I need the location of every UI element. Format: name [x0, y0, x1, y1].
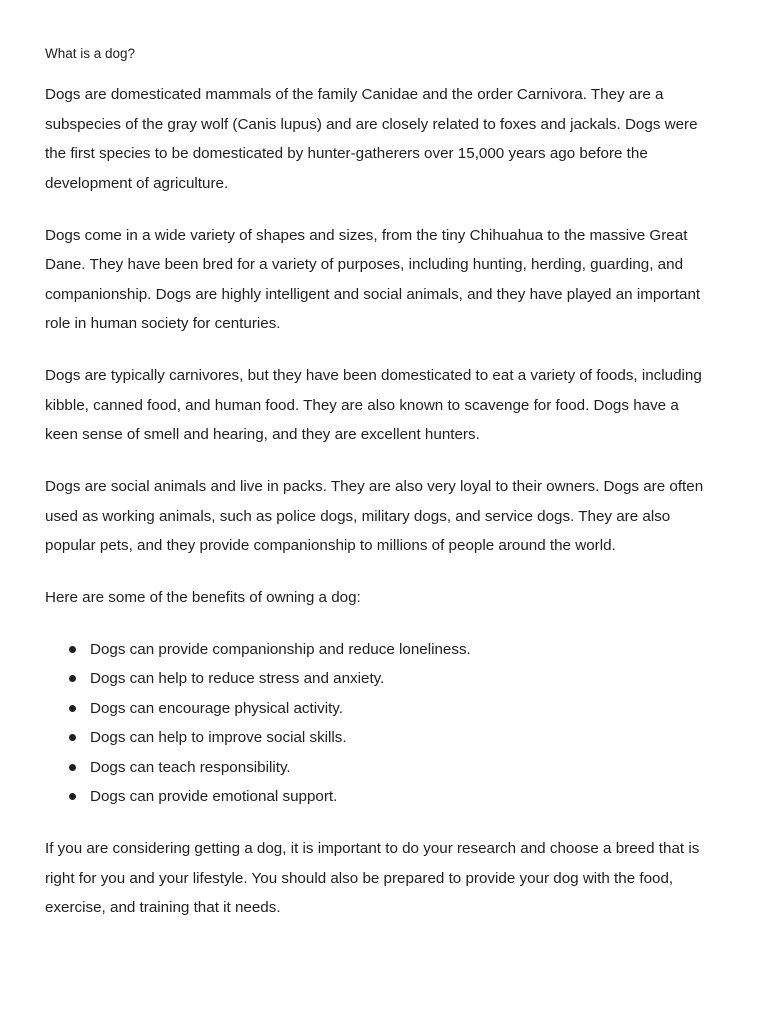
paragraph-diet: Dogs are typically carnivores, but they have been domesticated to eat a variety of foods, including kibble, canned food, and human food. They are also known to scavenge for food. Dogs have a keen sense of smell and hearing, and they are excellent hunters.: [45, 367, 702, 443]
paragraph-definition: Dogs are domesticated mammals of the family Canidae and the order Carnivora. They are a subspecies of the gray wolf (Canis lupus) and are closely related to foxes and jackals. Dogs were the first species to be domesticated by hunter-gatherers over 15,000 years ago before the development of agriculture.: [45, 86, 698, 192]
bullet-icon: [69, 793, 76, 800]
list-item-text: Dogs can help to reduce stress and anxiety.: [90, 670, 385, 687]
bullet-icon: [69, 705, 76, 712]
list-item: [45, 635, 710, 665]
list-item-text: Dogs can help to improve social skills.: [90, 729, 347, 746]
paragraph-varieties: Dogs come in a wide variety of shapes and sizes, from the tiny Chihuahua to the massive Great Dane. They have been bred for a variety of purposes, including hunting, herding, guarding, and companionship. Dogs are highly intelligent and social animals, and they have played an important role in human society for centuries.: [45, 226, 701, 332]
bullet-icon: [69, 734, 76, 741]
list-item-text: Dogs can provide companionship and reduce loneliness.: [90, 640, 471, 658]
list-item: [45, 694, 710, 724]
benefits-intro: Here are some of the benefits of owning a dog:: [45, 589, 361, 606]
list-item-text: Dogs can provide emotional support.: [90, 788, 338, 805]
bullet-icon: [69, 764, 76, 771]
document-body: [45, 45, 710, 945]
list-item: [45, 753, 710, 783]
bullet-icon: [69, 646, 76, 653]
list-item: [45, 664, 710, 694]
document-title: What is a dog?: [45, 46, 136, 61]
list-item: [45, 723, 710, 753]
paragraph-closing: If you are considering getting a dog, it is important to do your research and choose a breed that is right for you and your lifestyle. You should also be prepared to provide your dog with the food, exercise, and training that it needs.: [45, 840, 700, 916]
bullet-icon: [69, 675, 76, 682]
benefits-list: [45, 635, 710, 812]
list-item-text: Dogs can encourage physical activity.: [90, 699, 343, 717]
list-item-text: Dogs can teach responsibility.: [90, 758, 291, 776]
paragraph-social: Dogs are social animals and live in packs. They are also very loyal to their owners. Dogs are often used as working animals, such as police dogs, military dogs, and service dogs. They are also popular pets, and they provide companionship to millions of people around the world.: [45, 478, 704, 554]
list-item: [45, 782, 710, 812]
